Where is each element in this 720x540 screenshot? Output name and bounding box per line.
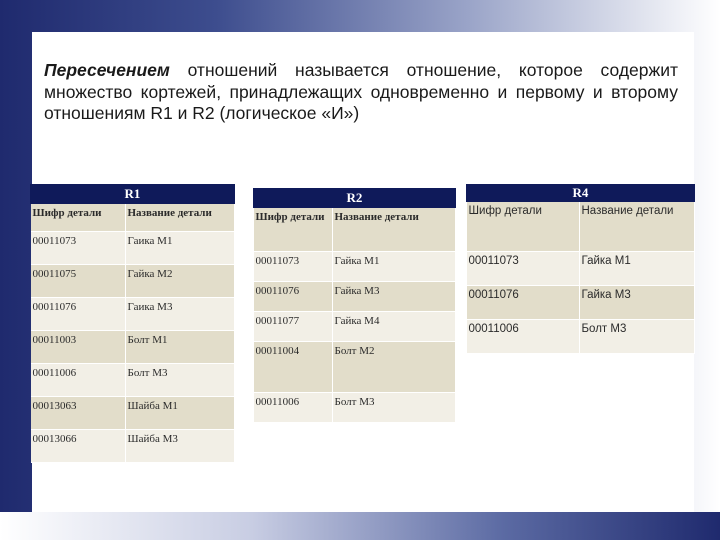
table-row (254, 252, 456, 282)
column-header: Шифр детали (31, 204, 126, 232)
table-row (467, 286, 695, 320)
table-row (467, 252, 695, 286)
table-title: R2 (254, 189, 456, 208)
part-code-cell: 00013063 (31, 397, 126, 430)
relation-r1-table (30, 184, 235, 463)
part-name-cell: Болт М3 (579, 320, 695, 354)
part-name-cell: Гайка М4 (332, 312, 456, 342)
table-title: R4 (467, 185, 695, 202)
part-code-cell: 00011006 (31, 364, 126, 397)
part-name-cell: Гаика М3 (125, 298, 235, 331)
part-code-cell: 00011076 (467, 286, 580, 320)
definition-paragraph (44, 60, 678, 125)
part-code-cell: 00011077 (254, 312, 333, 342)
part-code-cell: 00013066 (31, 430, 126, 463)
part-code-cell: 00011006 (467, 320, 580, 354)
part-code-cell: 00011076 (254, 282, 333, 312)
definition-text: отношений называется отношение, которое содержит множество кортежей, принадлежащих одновременно и первому и второму отношениям R1 и R2 (логическое «И») (44, 60, 678, 123)
column-header: Название детали (579, 202, 695, 252)
part-code-cell: 00011073 (31, 232, 126, 265)
result-relation-table (466, 184, 695, 354)
table-row (254, 282, 456, 312)
column-header: Шифр детали (254, 208, 333, 252)
table-row (467, 320, 695, 354)
table-row (31, 298, 235, 331)
table-row (254, 342, 456, 393)
part-code-cell: 00011073 (254, 252, 333, 282)
slide-content (32, 32, 694, 512)
table-title: R1 (31, 185, 235, 204)
part-code-cell: 00011003 (31, 331, 126, 364)
part-name-cell: Гайка М2 (125, 265, 235, 298)
bottom-decor-band (0, 512, 720, 540)
part-name-cell: Шайба М1 (125, 397, 235, 430)
part-name-cell: Гайка М3 (332, 282, 456, 312)
part-name-cell: Гаика М1 (125, 232, 235, 265)
table-row (31, 397, 235, 430)
table-row (31, 430, 235, 463)
part-name-cell: Гайка М3 (579, 286, 695, 320)
part-code-cell: 00011006 (254, 393, 333, 423)
table-row (254, 312, 456, 342)
part-name-cell: Гайка М1 (579, 252, 695, 286)
part-code-cell: 00011076 (31, 298, 126, 331)
table-row (31, 232, 235, 265)
column-header: Название детали (125, 204, 235, 232)
part-code-cell: 00011073 (467, 252, 580, 286)
table-row (31, 364, 235, 397)
part-name-cell: Шайба М3 (125, 430, 235, 463)
column-header: Шифр детали (467, 202, 580, 252)
table-row (31, 265, 235, 298)
part-name-cell: Болт М3 (125, 364, 235, 397)
part-code-cell: 00011004 (254, 342, 333, 393)
part-name-cell: Болт М1 (125, 331, 235, 364)
relation-r2-table (253, 188, 456, 423)
table-row (254, 393, 456, 423)
part-code-cell: 00011075 (31, 265, 126, 298)
table-row (31, 331, 235, 364)
column-header: Название детали (332, 208, 456, 252)
part-name-cell: Болт М2 (332, 342, 456, 393)
part-name-cell: Болт М3 (332, 393, 456, 423)
definition-term: Пересечением (44, 60, 170, 80)
part-name-cell: Гайка М1 (332, 252, 456, 282)
